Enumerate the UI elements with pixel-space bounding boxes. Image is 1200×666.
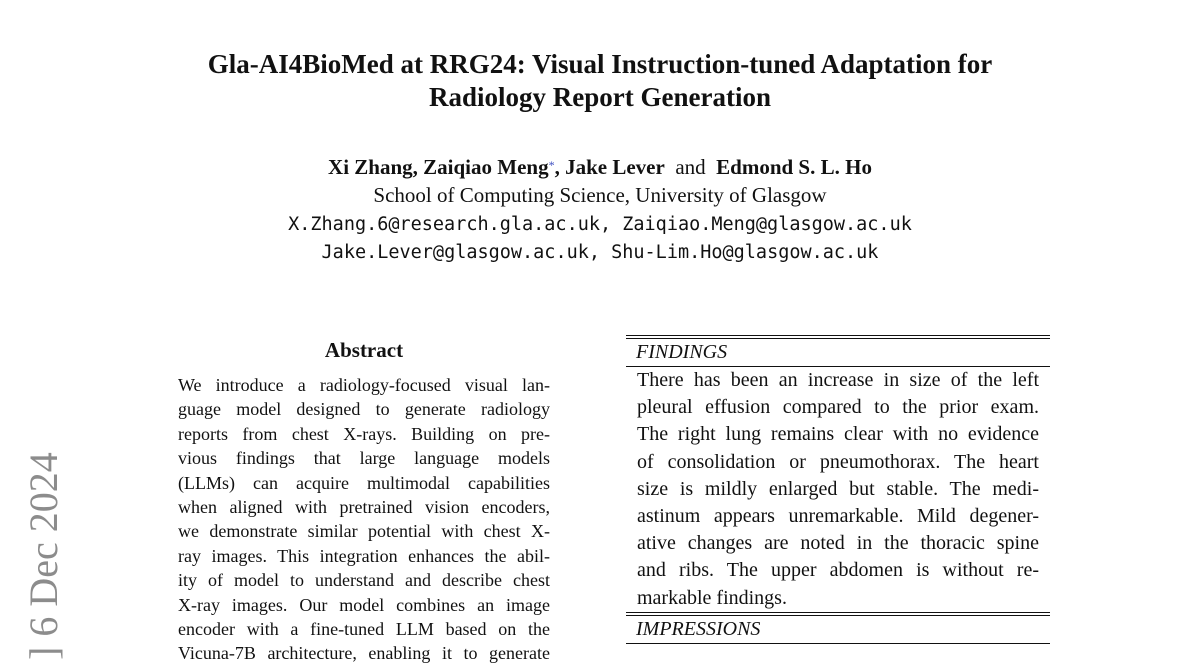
arxiv-sidebar-stamp: ] 6 Dec 2024	[21, 452, 66, 660]
affiliation: School of Computing Science, University of Glasgow	[373, 183, 827, 207]
corresponding-author-marker[interactable]: *	[548, 158, 555, 172]
abstract-line: when aligned with pretrained vision encoders,	[178, 497, 550, 518]
abstract-line: vious findings that large language models	[178, 448, 550, 469]
abstract-line: (LLMs) can acquire multimodal capabilities	[178, 472, 550, 493]
abstract-line: ity of model to understand and describe chest	[178, 570, 550, 591]
author-names-1: Xi Zhang, Zaiqiao Meng	[328, 155, 549, 179]
report-example-figure	[626, 335, 1050, 644]
abstract-line: encoder with a fine-tuned LLM based on the	[178, 619, 550, 640]
findings-line: pleural effusion compared to the prior exam.	[637, 396, 1039, 419]
abstract-body	[178, 373, 550, 666]
findings-line: The right lung remains clear with no evidence	[637, 423, 1039, 446]
paper-title-line-2: Radiology Report Generation	[429, 82, 771, 112]
abstract-heading: Abstract	[324, 338, 404, 362]
author-names-3: Edmond S. L. Ho	[716, 155, 872, 179]
abstract-line: we demonstrate similar potential with chest X-	[178, 521, 550, 542]
author-conjunction: and	[675, 155, 706, 179]
abstract-line: guage model designed to generate radiology	[178, 399, 550, 420]
abstract-line: X-ray images. Our model combines an image	[178, 594, 550, 615]
findings-line: and ribs. The upper abdomen is without re-	[637, 559, 1039, 582]
findings-line: ative changes are noted in the thoracic spine	[637, 532, 1039, 555]
abstract-line: reports from chest X-rays. Building on pre-	[178, 423, 550, 444]
author-list	[0, 154, 1200, 181]
findings-text	[626, 367, 1039, 612]
abstract-line: Vicuna-7B architecture, enabling it to generate	[178, 643, 550, 664]
impressions-rule	[626, 643, 1050, 644]
abstract-line: ray images. This integration enhances the abil-	[178, 545, 550, 566]
abstract-line: We introduce a radiology-focused visual lan-	[178, 375, 550, 395]
findings-line: astinum appears unremarkable. Mild degener-	[637, 505, 1039, 528]
email-line-2: Jake.Lever@glasgow.ac.uk, Shu-Lim.Ho@glasgow.ac.uk	[321, 242, 879, 263]
email-line-1: X.Zhang.6@research.gla.ac.uk, Zaiqiao.Meng@glasgow.ac.uk	[288, 214, 912, 235]
author-names-2: , Jake Lever	[554, 155, 665, 179]
findings-line: of consolidation or pneumothorax. The heart	[637, 450, 1039, 473]
findings-label: FINDINGS	[636, 341, 728, 363]
findings-line: There has been an increase in size of the left	[637, 369, 1039, 391]
findings-line: size is mildly enlarged but stable. The medi-	[637, 477, 1039, 500]
paper-title-line-1: Gla-AI4BioMed at RRG24: Visual Instruction-tuned Adaptation for	[207, 49, 993, 79]
impressions-label: IMPRESSIONS	[636, 617, 761, 640]
paper-title	[0, 48, 1200, 114]
findings-line: markable findings.	[637, 586, 787, 609]
